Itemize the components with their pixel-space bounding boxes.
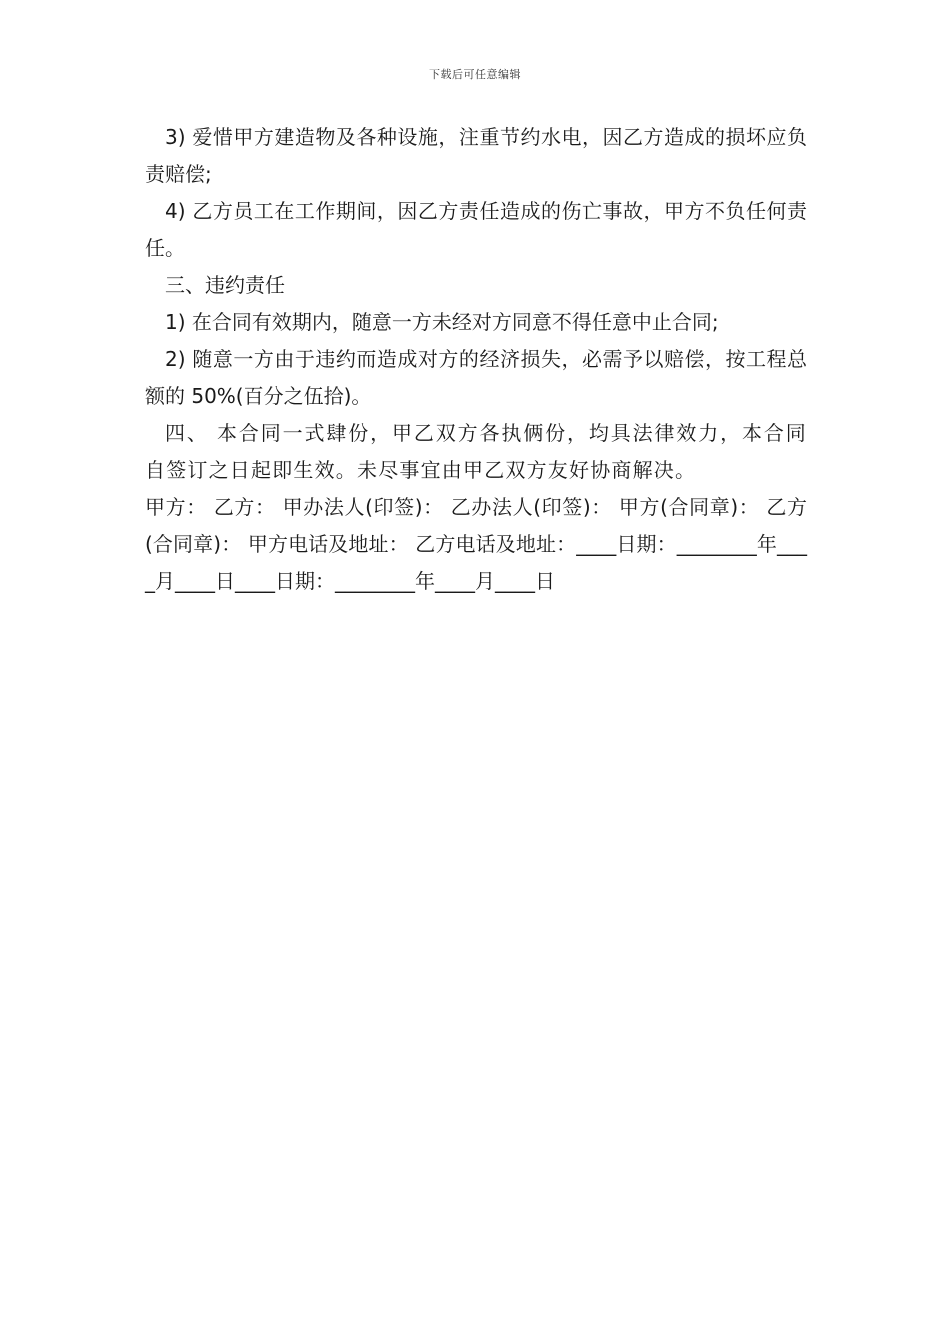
document-body xyxy=(145,119,807,600)
section-four-copies: 四、 本合同一式肆份，甲乙双方各执俩份，均具法律效力，本合同自签订之日起即生效。未尽事宜由甲乙双方友好协商解决。 xyxy=(145,421,807,482)
breach-clause-1: 1) 在合同有效期内，随意一方未经对方同意不得任意中止合同; xyxy=(165,310,719,334)
section-heading-breach: 三、违约责任 xyxy=(165,273,285,297)
page-header: 下载后可任意编辑 xyxy=(429,68,521,81)
signature-block: 甲方： 乙方： 甲办法人(印签)： 乙办法人(印签)： 甲方(合同章)： 乙方(合同章)： 甲方电话及地址： 乙方电话及地址：____日期：________年____月____日____日期：________年____月____日 xyxy=(145,495,807,593)
clause-3-care-of-facilities: 3) 爱惜甲方建造物及各种设施，注重节约水电，因乙方造成的损坏应负责赔偿; xyxy=(145,125,807,186)
breach-clause-2: 2) 随意一方由于违约而造成对方的经济损失，必需予以赔偿，按工程总额的 50%(百分之伍拾)。 xyxy=(145,347,807,408)
clause-4-liability: 4) 乙方员工在工作期间，因乙方责任造成的伤亡事故，甲方不负任何责任。 xyxy=(145,199,807,260)
